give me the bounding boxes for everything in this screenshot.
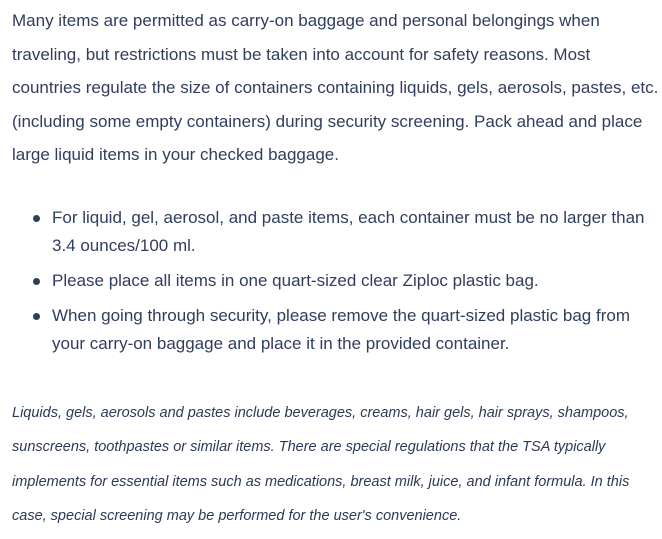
list-item: When going through security, please remove the quart-sized plastic bag from your carry-on baggage and place it in the provided container. xyxy=(33,302,658,358)
list-item: For liquid, gel, aerosol, and paste items, each container must be no larger than 3.4 ounces/100 ml. xyxy=(33,204,658,260)
liquid-rules-list xyxy=(12,204,658,358)
list-item: Please place all items in one quart-sized clear Ziploc plastic bag. xyxy=(33,267,658,295)
special-items-note: Liquids, gels, aerosols and pastes include beverages, creams, hair gels, hair sprays, shampoos, sunscreens, toothpastes or similar items. There are special regulations that the TSA typically implements for essential items such as medications, breast milk, juice, and infant formula. In this case, special screening may be performed for the user's convenience. xyxy=(12,404,630,524)
intro-paragraph: Many items are permitted as carry-on baggage and personal belongings when traveling, but restrictions must be taken into account for safety reasons. Most countries regulate the size of containers containing liquids, gels, aerosols, pastes, etc. (including some empty containers) during security screening. Pack ahead and place large liquid items in your checked baggage. xyxy=(12,11,659,164)
